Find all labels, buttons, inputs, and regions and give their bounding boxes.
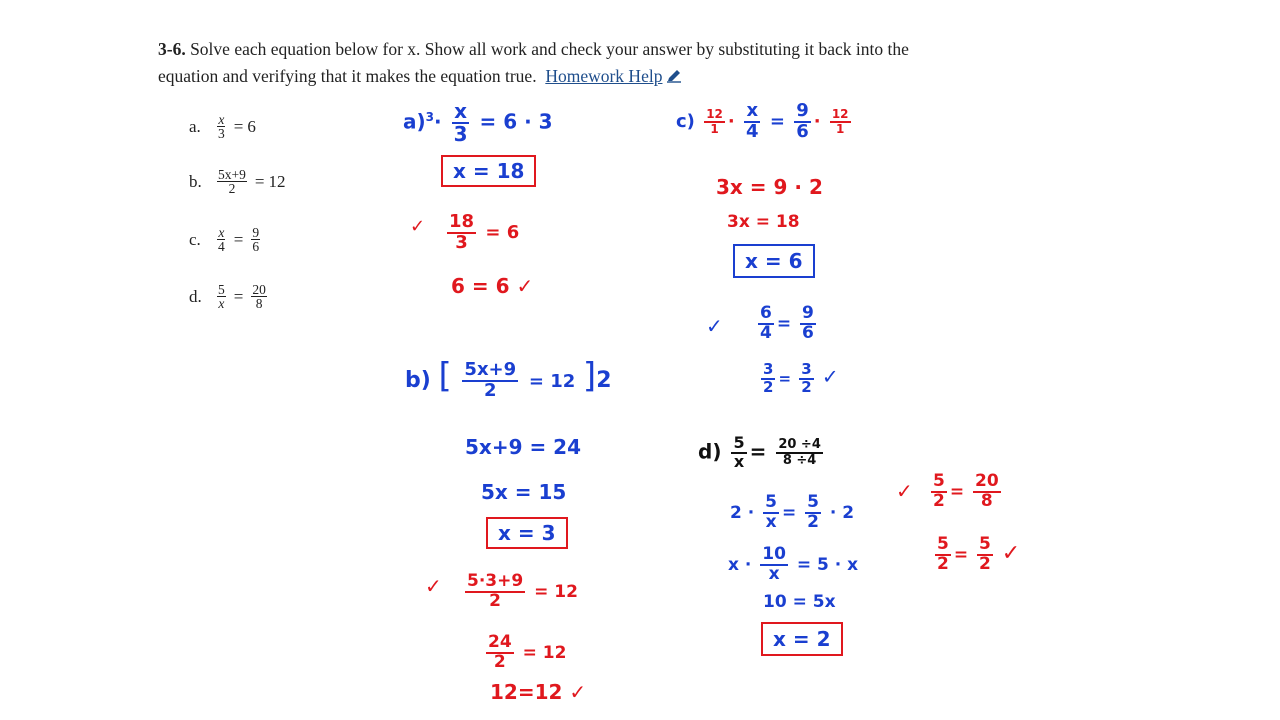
equals-sign: = [233, 286, 244, 306]
hand-fraction [799, 362, 813, 396]
denominator: 3 [453, 122, 468, 146]
denominator: 6 [252, 239, 260, 254]
numerator: 24 [488, 632, 512, 652]
equals-sign: = [233, 116, 244, 136]
numerator: x [218, 112, 225, 127]
check-d: $\frac{5}{2}$ = $\frac{20}{8}$ [933, 471, 999, 511]
check-mark: ✓ [1001, 540, 1021, 566]
denominator: 4 [746, 120, 759, 142]
equation-b [189, 168, 285, 195]
hand-fraction [931, 473, 947, 511]
answer-d: x = 2 [773, 627, 831, 651]
work-c-step1: c) $\frac{12}{1}$ · $\frac{x}{4}$ = $\frac{9}{6}$ · $\frac{12}{1}$ [676, 100, 849, 142]
denominator: 2 [979, 553, 991, 574]
numerator: 9 [796, 100, 809, 121]
numerator: 9 [802, 303, 814, 323]
hand-fraction [935, 536, 951, 574]
denominator: 2 [937, 553, 949, 574]
denominator: 6 [802, 322, 814, 343]
work-b-step3: 5x = 15 [481, 480, 567, 504]
work-label: b) [405, 368, 431, 393]
numerator: 18 [449, 211, 475, 232]
answer-box-d [761, 622, 843, 656]
instruction-text-1: Solve each equation below for x. Show all work and check your answer by substituting it back into the [190, 39, 909, 59]
prefix: 2 · [730, 502, 755, 523]
open-bracket: [ [438, 356, 452, 396]
numerator: 5 [807, 492, 819, 512]
fraction [217, 113, 226, 140]
hand-fraction [805, 494, 821, 532]
work-c-step3: 3x = 18 [727, 212, 800, 232]
denominator: 8 [980, 490, 993, 511]
fraction [217, 168, 247, 195]
work-d-step3 [728, 546, 858, 584]
check-c-2: $\frac{3}{2}$ = $\frac{3}{2}$ ✓ [763, 360, 839, 396]
denominator: 2 [933, 490, 945, 511]
fraction [251, 283, 267, 310]
numerator: x [454, 99, 467, 123]
numerator: 12 [706, 107, 723, 122]
pencil-icon [666, 69, 682, 83]
prefix: x · [728, 554, 752, 575]
answer-a: x = 18 [453, 159, 525, 183]
work-b-step2: 5x+9 = 24 [465, 435, 582, 459]
multiplier: 2 [596, 368, 612, 393]
hand-fraction [447, 213, 476, 253]
work-label: c) [676, 110, 695, 132]
work-b-step1 [405, 356, 612, 401]
equation-letter: c. [189, 229, 201, 249]
equals-sign: = [254, 171, 265, 191]
numerator: 20 ÷4 [778, 437, 821, 453]
equals-sign: = [769, 110, 785, 132]
fraction [217, 226, 226, 253]
suffix: · 2 [829, 502, 855, 523]
hand-fraction [800, 305, 816, 343]
work-d-step4: 10 = 5x [763, 592, 836, 612]
numerator: 12 [831, 107, 849, 122]
hand-fraction [758, 305, 774, 343]
hand-fraction [731, 435, 746, 471]
check-mark-d: ✓ [896, 479, 913, 503]
numerator: 10 [762, 544, 786, 564]
work-d-step2: 2 · $\frac{5}{x}$ = $\frac{5}{2}$ · 2 [730, 492, 855, 532]
work-label: d) [698, 439, 722, 464]
hand-fraction [486, 634, 514, 672]
numerator: 5 [937, 534, 949, 554]
problem-statement [158, 36, 1058, 90]
numerator: 5x+9 [218, 167, 246, 182]
denominator: 6 [796, 120, 809, 142]
equation-letter: d. [189, 286, 202, 306]
numerator: 5 [218, 282, 225, 297]
numerator: 6 [760, 303, 772, 323]
numerator: x [746, 100, 759, 121]
hand-fraction [776, 438, 823, 467]
denominator: 2 [801, 377, 812, 396]
check-b-2 [483, 634, 566, 672]
denominator: x [765, 511, 777, 532]
equals-sign: = [233, 229, 244, 249]
denominator: x [733, 451, 745, 471]
numerator: 5x+9 [464, 359, 517, 381]
denominator: 3 [218, 126, 225, 141]
hand-fraction [973, 473, 1001, 511]
fraction [217, 283, 226, 310]
hand-fraction [744, 102, 761, 142]
check-mark: ✓ [821, 364, 839, 389]
hand-fraction [761, 362, 775, 396]
right-side: = 6 · 3 [479, 109, 553, 134]
numerator: 20 [975, 471, 999, 491]
close-bracket: ] [582, 356, 597, 396]
answer-c: x = 6 [745, 249, 803, 273]
denominator: 2 [493, 651, 506, 672]
hand-fraction [830, 108, 851, 135]
verify-b: 12=12 ✓ [490, 680, 587, 704]
check-b [462, 573, 578, 611]
numerator: 9 [252, 225, 260, 240]
numerator: 20 [252, 282, 266, 297]
problem-line-1 [158, 36, 1058, 63]
work-c-step2: 3x = 9 · 2 [716, 175, 823, 199]
hand-fraction [452, 101, 470, 145]
denominator: 4 [218, 239, 225, 254]
check-mark-c: ✓ [706, 314, 723, 338]
equation-letter: a. [189, 116, 201, 136]
equation-a [189, 113, 256, 140]
denominator: x [218, 296, 225, 311]
instruction-text-2: equation and verifying that it makes the equation true. [158, 66, 537, 86]
numerator: 5 [979, 534, 991, 554]
answer-box-a [441, 155, 536, 187]
numerator: 5 [933, 471, 945, 491]
hand-fraction [794, 102, 811, 142]
problem-number: 3-6. [158, 39, 186, 59]
work-a-step1 [403, 101, 553, 145]
homework-help-link[interactable] [545, 66, 682, 86]
hand-fraction [704, 108, 725, 135]
equation-letter: b. [189, 171, 202, 191]
denominator: x [768, 563, 780, 584]
right-side: = 12 [522, 642, 567, 663]
check-d-2: $\frac{5}{2}$ = $\frac{5}{2}$ ✓ [937, 534, 1021, 574]
numerator: 5 [765, 492, 777, 512]
suffix: = 5 · x [796, 554, 859, 575]
answer-b: x = 3 [498, 521, 556, 545]
answer-box-c [733, 244, 815, 278]
work-label: a) [403, 109, 426, 134]
answer-box-b [486, 517, 568, 549]
numerator: 3 [763, 360, 774, 378]
numerator: x [218, 225, 225, 240]
denominator: 8 ÷4 [782, 452, 817, 468]
hand-fraction [760, 546, 788, 584]
work-d-step1: d) $\frac{5}{x}$ = $\frac{20 \div 4}{8 \div 4}$ [698, 433, 821, 471]
check-a [444, 213, 519, 253]
multiplier: 3 [425, 109, 434, 124]
denominator: 8 [255, 296, 263, 311]
numerator: 5 [733, 433, 745, 452]
denominator: 2 [763, 377, 774, 396]
equation-d [189, 283, 271, 310]
hand-fraction [462, 361, 518, 401]
equation-c [189, 226, 264, 253]
right-side: 6 [247, 116, 256, 136]
dot: · [434, 109, 442, 134]
hand-fraction [763, 494, 779, 532]
denominator: 2 [807, 511, 819, 532]
numerator: 5·3+9 [467, 571, 524, 591]
denominator: 2 [489, 590, 502, 611]
right-side: 12 [268, 171, 286, 191]
denominator: 1 [836, 121, 845, 136]
hand-fraction [465, 573, 525, 611]
denominator: 4 [760, 322, 772, 343]
denominator: 2 [484, 380, 497, 401]
right-side: = 6 [485, 221, 520, 243]
numerator: 3 [801, 360, 812, 378]
problem-line-2 [158, 63, 1058, 90]
fraction [251, 226, 260, 253]
check-mark-a: ✓ [410, 216, 426, 237]
denominator: 2 [228, 181, 236, 196]
right-side: = 12 [528, 371, 576, 392]
right-side: = 12 [534, 581, 578, 602]
denominator: 1 [710, 121, 719, 136]
check-c: $\frac{6}{4}$ = $\frac{9}{6}$ [760, 303, 814, 343]
check-mark-b: ✓ [425, 574, 442, 598]
denominator: 3 [455, 231, 468, 253]
homework-help-label: Homework Help [545, 66, 663, 86]
verify-a: 6 = 6 ✓ [451, 274, 534, 298]
hand-fraction [977, 536, 993, 574]
